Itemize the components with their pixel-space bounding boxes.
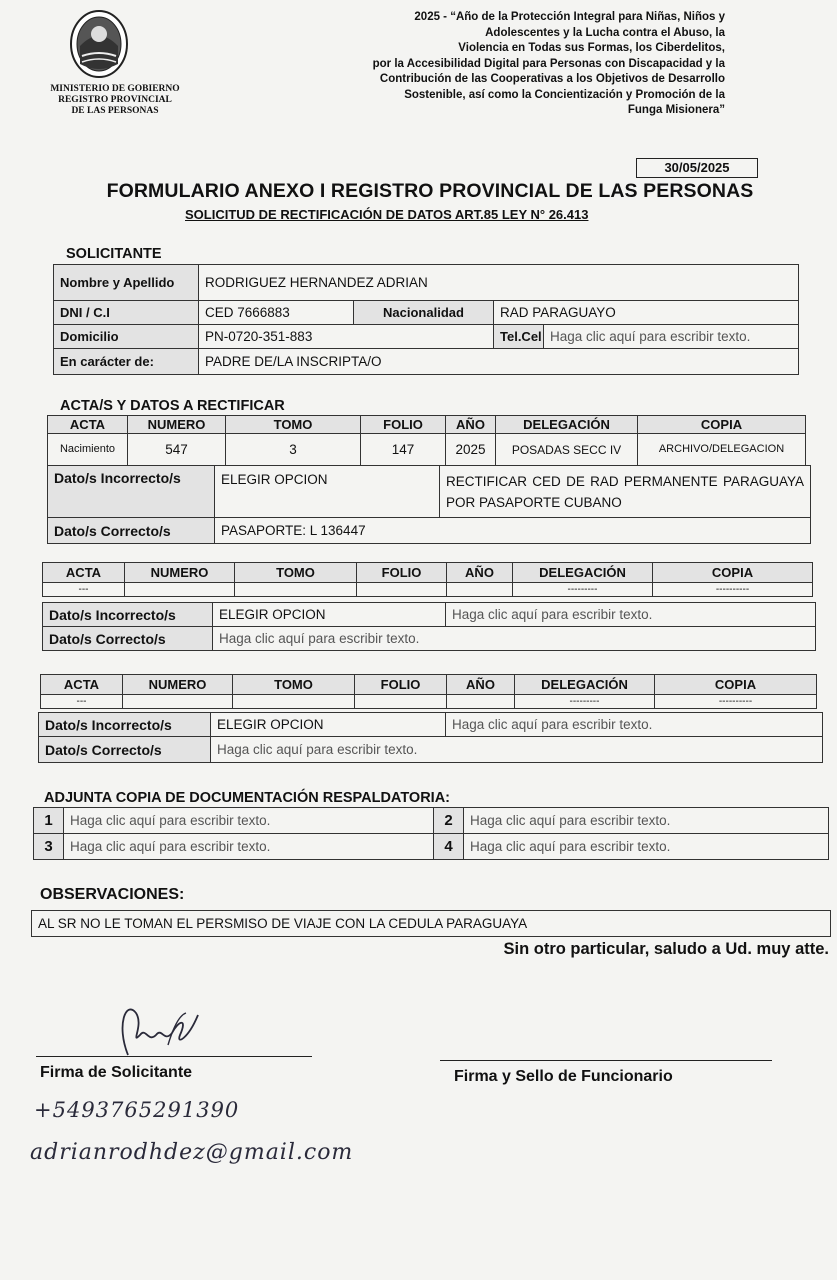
- header-acta: ACTA: [43, 563, 125, 583]
- ministry-name: MINISTERIO DE GOBIERNO REGISTRO PROVINCIAL DE LAS PERSONAS: [50, 84, 180, 116]
- header-anio: AÑO: [447, 563, 513, 583]
- incorrect-field[interactable]: Haga clic aquí para escribir texto.: [446, 603, 816, 627]
- observaciones-field[interactable]: AL SR NO LE TOMAN EL PERSMISO DE VIAJE CON LA CEDULA PARAGUAYA: [32, 911, 831, 937]
- acta-block-1: [47, 415, 806, 466]
- anio-cell[interactable]: [447, 583, 513, 597]
- header-delegacion: DELEGACIÓN: [513, 563, 653, 583]
- delegacion-cell[interactable]: ---------: [515, 695, 655, 709]
- official-signature-label: Firma y Sello de Funcionario: [454, 1068, 673, 1085]
- tomo-cell[interactable]: [233, 695, 355, 709]
- adjunta-number: 2: [434, 808, 464, 834]
- header-acta: ACTA: [48, 416, 128, 434]
- correct-field[interactable]: Haga clic aquí para escribir texto.: [211, 737, 823, 763]
- delegacion-cell[interactable]: POSADAS SECC IV: [496, 434, 638, 466]
- header-anio: AÑO: [447, 675, 515, 695]
- form-title: FORMULARIO ANEXO I REGISTRO PROVINCIAL DE LAS PERSONAS: [106, 180, 754, 202]
- delegacion-cell[interactable]: ---------: [513, 583, 653, 597]
- handwritten-phone: +5493765291390: [34, 1098, 240, 1122]
- anio-cell[interactable]: 2025: [446, 434, 496, 466]
- caracter-label: En carácter de:: [54, 349, 199, 375]
- header-delegacion: DELEGACIÓN: [515, 675, 655, 695]
- anio-cell[interactable]: [447, 695, 515, 709]
- header-copia: COPIA: [638, 416, 806, 434]
- applicant-signature: [108, 995, 218, 1065]
- header-folio: FOLIO: [355, 675, 447, 695]
- header-acta: ACTA: [41, 675, 123, 695]
- header-numero: NUMERO: [125, 563, 235, 583]
- correct-label: Dato/s Correcto/s: [39, 737, 211, 763]
- nombre-field[interactable]: RODRIGUEZ HERNANDEZ ADRIAN: [199, 265, 799, 301]
- adjunta-number: 4: [434, 834, 464, 860]
- actas-title: ACTA/S Y DATOS A RECTIFICAR: [60, 398, 285, 414]
- header-anio: AÑO: [446, 416, 496, 434]
- copia-cell[interactable]: ----------: [655, 695, 817, 709]
- applicant-signature-line: [36, 1056, 312, 1057]
- header-tomo: TOMO: [226, 416, 361, 434]
- form-subtitle: SOLICITUD DE RECTIFICACIÓN DE DATOS ART.85 LEY N° 26.413: [185, 207, 589, 222]
- acta-block-1-data: [47, 465, 811, 544]
- adjunta-field[interactable]: Haga clic aquí para escribir texto.: [464, 808, 829, 834]
- incorrect-field[interactable]: Haga clic aquí para escribir texto.: [446, 713, 823, 737]
- tel-field[interactable]: Haga clic aquí para escribir texto.: [544, 325, 799, 349]
- provincial-seal-icon: [68, 6, 130, 82]
- acta-block-3-data: [38, 712, 823, 763]
- adjunta-field[interactable]: Haga clic aquí para escribir texto.: [64, 808, 434, 834]
- header-folio: FOLIO: [361, 416, 446, 434]
- observaciones-table: [31, 910, 831, 937]
- copia-cell[interactable]: ----------: [653, 583, 813, 597]
- header-numero: NUMERO: [123, 675, 233, 695]
- caracter-field[interactable]: PADRE DE/LA INSCRIPTA/O: [199, 349, 799, 375]
- acta-block-2: [42, 562, 813, 597]
- header-numero: NUMERO: [128, 416, 226, 434]
- copia-cell[interactable]: ARCHIVO/DELEGACION: [638, 434, 806, 466]
- solicitante-title: SOLICITANTE: [66, 246, 162, 262]
- dni-label: DNI / C.I: [54, 301, 199, 325]
- tel-label: Tel.Cel: [494, 325, 544, 349]
- numero-cell[interactable]: [123, 695, 233, 709]
- correct-label: Dato/s Correcto/s: [48, 518, 215, 544]
- correct-label: Dato/s Correcto/s: [43, 627, 213, 651]
- folio-cell[interactable]: 147: [361, 434, 446, 466]
- observaciones-title: OBSERVACIONES:: [40, 886, 185, 903]
- header-tomo: TOMO: [233, 675, 355, 695]
- header-copia: COPIA: [655, 675, 817, 695]
- solicitante-table: [53, 264, 799, 375]
- acta-cell[interactable]: ---: [43, 583, 125, 597]
- form-date[interactable]: 30/05/2025: [636, 158, 758, 178]
- adjunta-number: 1: [34, 808, 64, 834]
- adjunta-title: ADJUNTA COPIA DE DOCUMENTACIÓN RESPALDATORIA:: [44, 790, 450, 806]
- numero-cell[interactable]: 547: [128, 434, 226, 466]
- dni-field[interactable]: CED 7666883: [199, 301, 354, 325]
- option-select[interactable]: ELEGIR OPCION: [211, 713, 446, 737]
- correct-field[interactable]: Haga clic aquí para escribir texto.: [213, 627, 816, 651]
- domicilio-field[interactable]: PN-0720-351-883: [199, 325, 494, 349]
- option-select[interactable]: ELEGIR OPCION: [215, 466, 440, 518]
- incorrect-field[interactable]: RECTIFICAR CED DE RAD PERMANENTE PARAGUAYA POR PASAPORTE CUBANO: [440, 466, 811, 518]
- acta-block-3: [40, 674, 817, 709]
- header-folio: FOLIO: [357, 563, 447, 583]
- numero-cell[interactable]: [125, 583, 235, 597]
- header-delegacion: DELEGACIÓN: [496, 416, 638, 434]
- incorrect-label: Dato/s Incorrecto/s: [43, 603, 213, 627]
- official-signature-line: [440, 1060, 772, 1061]
- adjunta-number: 3: [34, 834, 64, 860]
- adjunta-field[interactable]: Haga clic aquí para escribir texto.: [64, 834, 434, 860]
- folio-cell[interactable]: [357, 583, 447, 597]
- adjunta-field[interactable]: Haga clic aquí para escribir texto.: [464, 834, 829, 860]
- header-tomo: TOMO: [235, 563, 357, 583]
- handwritten-email: adrianrodhdez@gmail.com: [30, 1140, 354, 1165]
- adjunta-table: [33, 807, 829, 860]
- acta-cell[interactable]: ---: [41, 695, 123, 709]
- incorrect-label: Dato/s Incorrecto/s: [39, 713, 211, 737]
- incorrect-label: Dato/s Incorrecto/s: [48, 466, 215, 518]
- tomo-cell[interactable]: 3: [226, 434, 361, 466]
- domicilio-label: Domicilio: [54, 325, 199, 349]
- header-copia: COPIA: [653, 563, 813, 583]
- acta-cell[interactable]: Nacimiento: [48, 434, 128, 466]
- nombre-label: Nombre y Apellido: [54, 265, 199, 301]
- nacionalidad-field[interactable]: RAD PARAGUAYO: [494, 301, 799, 325]
- nacionalidad-label: Nacionalidad: [354, 301, 494, 325]
- tomo-cell[interactable]: [235, 583, 357, 597]
- correct-field[interactable]: PASAPORTE: L 136447: [215, 518, 811, 544]
- closing-text: Sin otro particular, saludo a Ud. muy atte.: [503, 940, 829, 958]
- applicant-signature-label: Firma de Solicitante: [40, 1064, 193, 1081]
- folio-cell[interactable]: [355, 695, 447, 709]
- acta-block-2-data: [42, 602, 816, 651]
- decree-text: 2025 - “Año de la Protección Integral para Niñas, Niños y Adolescentes y la Lucha contra el Abuso, la Violencia en Todas sus Formas, los Ciberdelitos, por la Accesibilidad Digital para Personas con Discapacidad y la Contribución de las Cooperativas a los Objetivos de Desarrollo Sostenible, así como la Concientización y Promoción de la Funga Misionera”: [372, 11, 725, 116]
- option-select[interactable]: ELEGIR OPCION: [213, 603, 446, 627]
